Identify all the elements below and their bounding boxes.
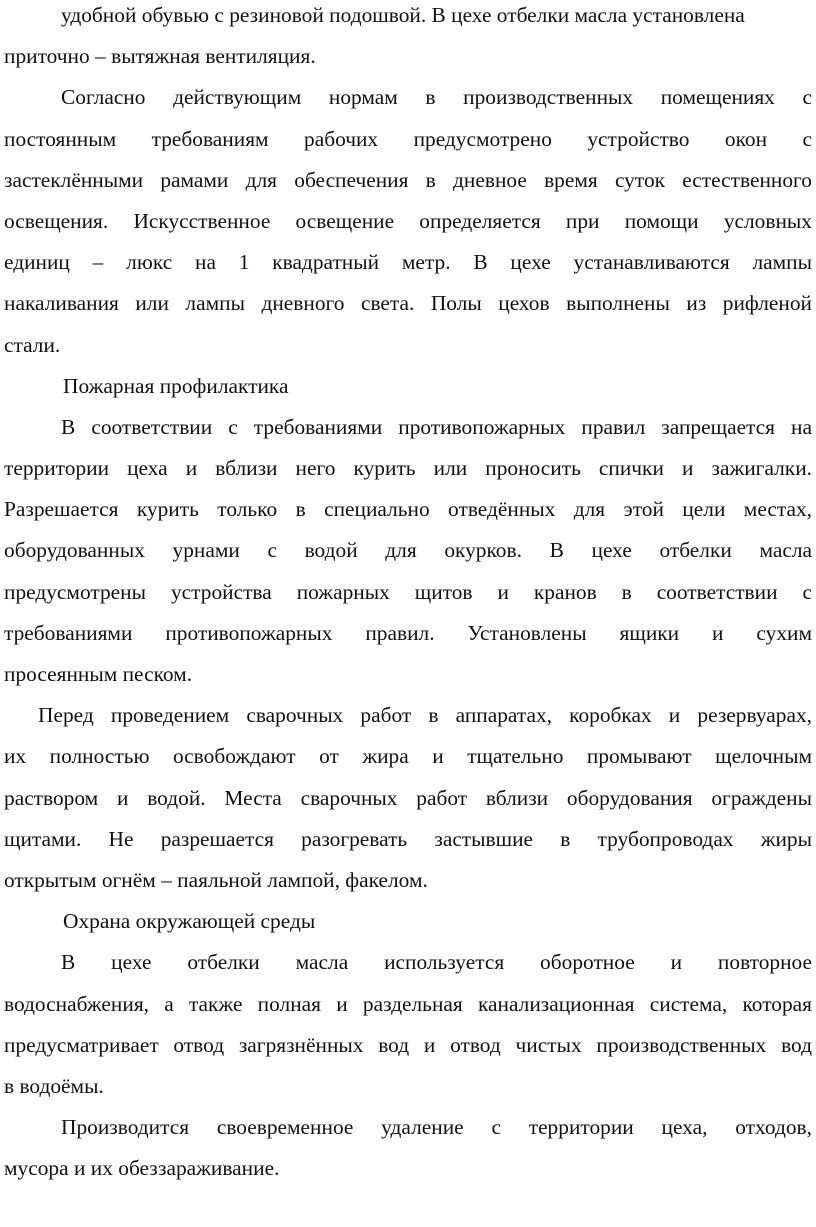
text-line: единиц – люкс на 1 квадратный метр. В цехе устанавливаются лампы <box>4 250 812 275</box>
text-line: мусора и их обеззараживание. <box>4 1156 280 1181</box>
text-line: удобной обувью с резиновой подошвой. В цехе отбелки масла установлена <box>61 3 745 27</box>
text-line: водоснабжения, а также полная и раздельная канализационная система, которая <box>4 991 812 1016</box>
text-line: Перед проведением сварочных работ в аппаратах, коробках и резервуарах, <box>38 703 812 728</box>
text-line: щитами. Не разрешается разогревать застывшие в трубопроводах жиры <box>4 826 812 851</box>
text-line: В цехе отбелки масла используется оборотное и повторное <box>61 950 812 975</box>
text-line: накаливания или лампы дневного света. Полы цехов выполнены из рифленой <box>4 291 812 316</box>
text-line: стали. <box>4 332 61 357</box>
text-line: застеклёнными рамами для обеспечения в дневное время суток естественного <box>4 167 812 192</box>
text-line: Разрешается курить только в специально отведённых для этой цели местах, <box>4 497 812 522</box>
section-heading: Пожарная профилактика <box>63 373 289 398</box>
section-heading: Охрана окружающей среды <box>63 909 316 934</box>
text-line: В соответствии с требованиями противопожарных правил запрещается на <box>61 414 812 439</box>
text-line: Производится своевременное удаление с территории цеха, отходов, <box>61 1115 812 1140</box>
text-line: постоянным требованиям рабочих предусмотрено устройство окон с <box>4 126 812 151</box>
text-line: раствором и водой. Места сварочных работ вблизи оборудования ограждены <box>4 785 812 810</box>
text-line: освещения. Искусственное освещение определяется при помощи условных <box>4 208 812 233</box>
text-line: территории цеха и вблизи него курить или проносить спички и зажигалки. <box>4 456 812 481</box>
text-line: предусмотрены устройства пожарных щитов и кранов в соответствии с <box>4 579 812 604</box>
text-line: приточно – вытяжная вентиляция. <box>4 44 316 69</box>
text-line: требованиями противопожарных правил. Установлены ящики и сухим <box>4 620 812 645</box>
text-line: открытым огнём – паяльной лампой, факелом. <box>4 867 428 892</box>
text-line: просеянным песком. <box>4 662 193 686</box>
text-line: в водоёмы. <box>4 1073 104 1098</box>
text-line: оборудованных урнами с водой для окурков. В цехе отбелки масла <box>4 538 812 563</box>
text-line: предусматривает отвод загрязнённых вод и отвод чистых производственных вод <box>4 1032 812 1057</box>
text-line: их полностью освобождают от жира и тщательно промывают щелочным <box>4 744 812 769</box>
text-line: Согласно действующим нормам в производственных помещениях с <box>61 85 812 110</box>
